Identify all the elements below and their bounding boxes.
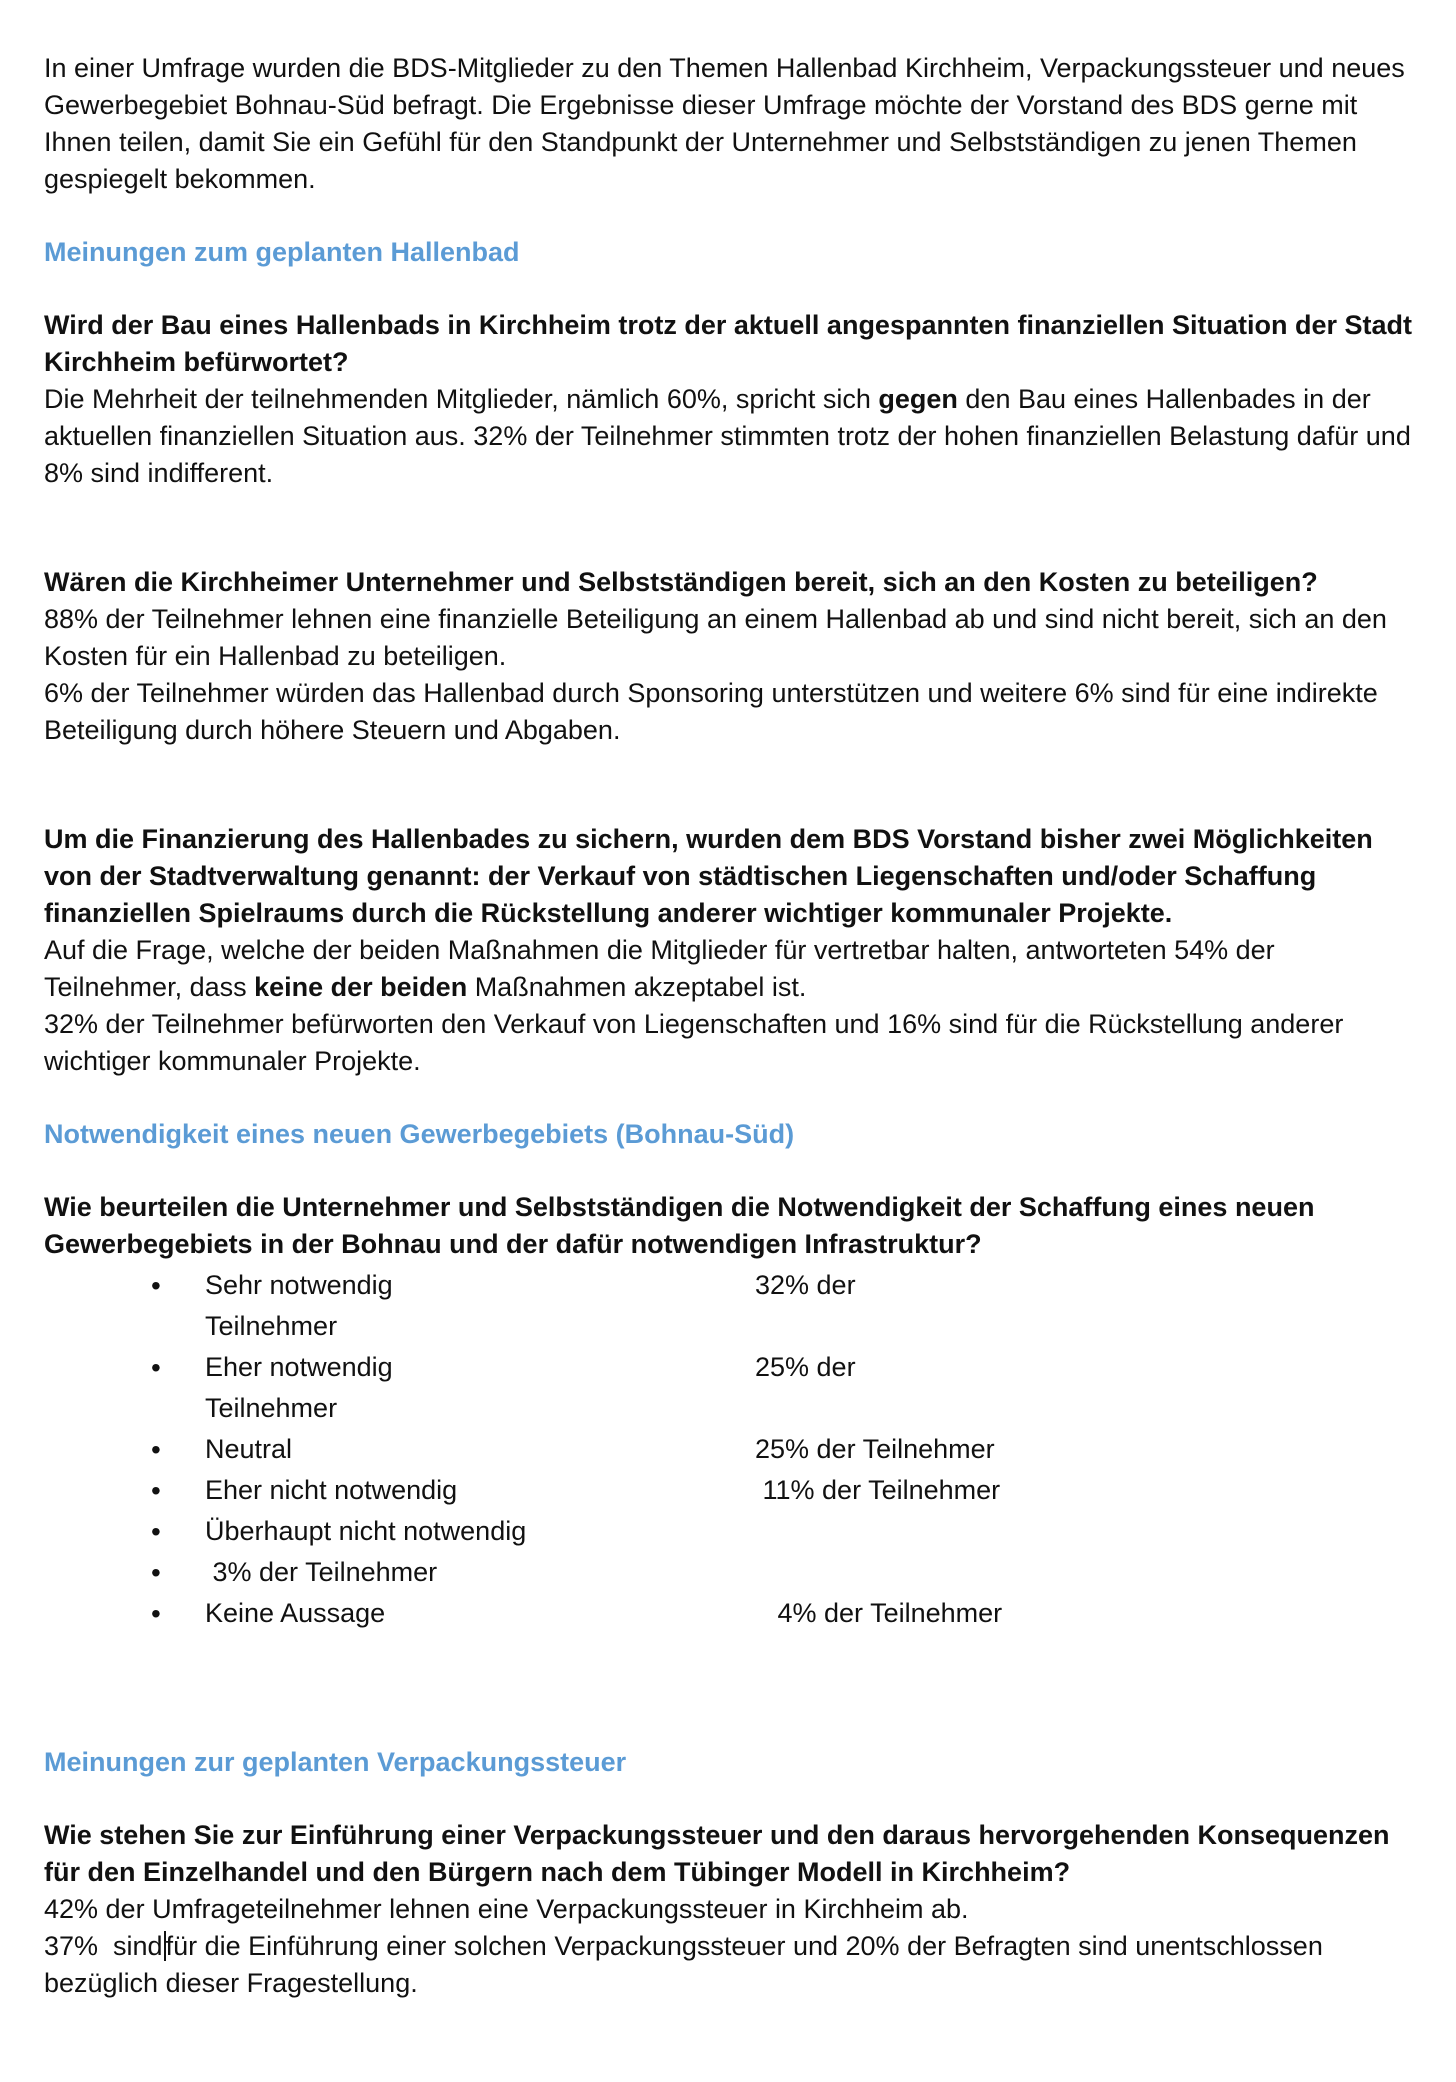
- answer-finanzierung-1: Auf die Frage, welche der beiden Maßnahmen die Mitglieder für vertretbar halten, antworteten 54% der Teilnehmer, dass keine der beiden Maßnahmen akzeptabel ist.: [44, 935, 1275, 1002]
- section-heading-gewerbegebiet: Notwendigkeit eines neuen Gewerbegebiets (Bohnau-Süd): [44, 1119, 795, 1149]
- list-item: • Eher nicht notwendig 11% der Teilnehmer: [44, 1470, 1414, 1511]
- question-kostenbeteiligung: Wären die Kirchheimer Unternehmer und Selbstständigen bereit, sich an den Kosten zu beteiligen?: [44, 567, 1318, 597]
- question-finanzierung: Um die Finanzierung des Hallenbades zu sichern, wurden dem BDS Vorstand bisher zwei Möglichkeiten von der Stadtverwaltung genannt: der Verkauf von städtischen Liegenschaften und/oder Schaffung finanziellen Spielraums durch die Rückstellung anderer wichtiger kommunaler Projekte.: [44, 824, 1373, 928]
- list-item: • Keine Aussage 4% der Teilnehmer: [44, 1593, 1414, 1634]
- section-heading-hallenbad: Meinungen zum geplanten Hallenbad: [44, 237, 520, 267]
- list-item: • Überhaupt nicht notwendig: [44, 1511, 1414, 1552]
- emphasis-keine-der-beiden: keine der beiden: [254, 972, 468, 1002]
- list-item: • 3% der Teilnehmer: [44, 1552, 1414, 1593]
- answer-kostenbeteiligung-1: 88% der Teilnehmer lehnen eine finanzielle Beteiligung an einem Hallenbad ab und sind nicht bereit, sich an den Kosten für ein Hallenbad zu beteiligen.: [44, 604, 1387, 671]
- answer-hallenbad-bau: Die Mehrheit der teilnehmenden Mitglieder, nämlich 60%, spricht sich gegen den Bau eines Hallenbades in der aktuellen finanziellen Situation aus. 32% der Teilnehmer stimmten trotz der hohen finanziellen Belastung dafür und 8% sind indifferent.: [44, 384, 1411, 488]
- document-page: [44, 50, 1414, 2002]
- question-gewerbegebiet: Wie beurteilen die Unternehmer und Selbstständigen die Notwendigkeit der Schaffung eines neuen Gewerbegebiets in der Bohnau und der dafür notwendigen Infrastruktur?: [44, 1192, 1315, 1259]
- question-verpackungssteuer: Wie stehen Sie zur Einführung einer Verpackungssteuer und den daraus hervorgehenden Konsequenzen für den Einzelhandel und den Bürgern nach dem Tübinger Modell in Kirchheim?: [44, 1820, 1390, 1887]
- answer-kostenbeteiligung-2: 6% der Teilnehmer würden das Hallenbad durch Sponsoring unterstützen und weitere 6% sind für eine indirekte Beteiligung durch höhere Steuern und Abgaben.: [44, 678, 1378, 745]
- emphasis-gegen: gegen: [878, 384, 958, 414]
- answer-verpackungssteuer-2: 37% sind für die Einführung einer solchen Verpackungssteuer und 20% der Befragten sind unentschlossen bezüglich dieser Fragestellung.: [44, 1931, 1323, 1998]
- gewerbegebiet-results-list: [44, 1265, 1414, 1634]
- answer-verpackungssteuer-1: 42% der Umfrageteilnehmer lehnen eine Verpackungssteuer in Kirchheim ab.: [44, 1894, 969, 1924]
- question-hallenbad-bau: Wird der Bau eines Hallenbads in Kirchheim trotz der aktuell angespannten finanziellen Situation der Stadt Kirchheim befürwortet?: [44, 310, 1412, 377]
- list-item: • Sehr notwendig Teilnehmer32% der: [44, 1265, 1414, 1347]
- list-item: • Eher notwendig Teilnehmer25% der: [44, 1347, 1414, 1429]
- answer-finanzierung-2: 32% der Teilnehmer befürworten den Verkauf von Liegenschaften und 16% sind für die Rückstellung anderer wichtiger kommunaler Projekte.: [44, 1009, 1344, 1076]
- list-item: • Neutral 25% der Teilnehmer: [44, 1429, 1414, 1470]
- intro-paragraph: In einer Umfrage wurden die BDS-Mitglieder zu den Themen Hallenbad Kirchheim, Verpackungssteuer und neues Gewerbegebiet Bohnau-Süd befragt. Die Ergebnisse dieser Umfrage möchte der Vorstand des BDS gerne mit Ihnen teilen, damit Sie ein Gefühl für den Standpunkt der Unternehmer und Selbstständigen zu jenen Themen gespiegelt bekommen.: [44, 53, 1405, 194]
- section-heading-verpackungssteuer: Meinungen zur geplanten Verpackungssteuer: [44, 1747, 627, 1777]
